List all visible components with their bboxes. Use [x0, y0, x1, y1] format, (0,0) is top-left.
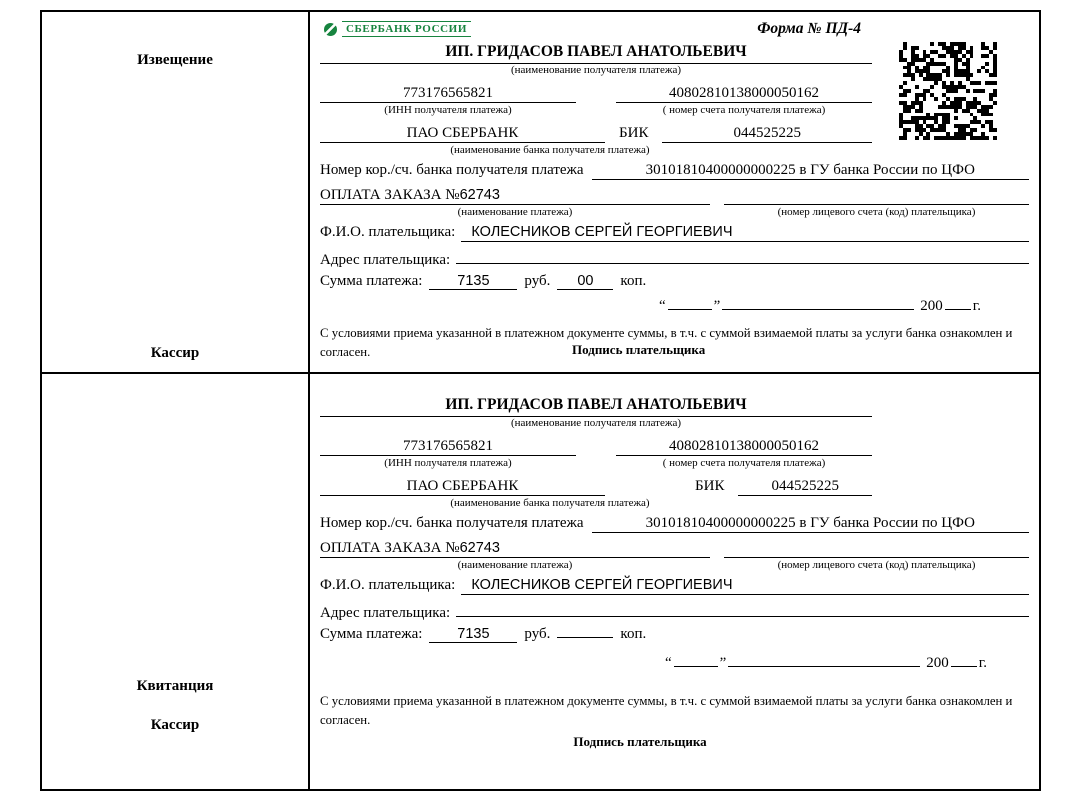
date-month-blank: [722, 309, 914, 310]
payment-order-number: 62743: [459, 540, 500, 557]
bik-value: 044525225: [662, 125, 872, 143]
payee-caption: (наименование получателя платежа): [510, 417, 682, 429]
payment-name-line: [320, 540, 710, 558]
date-row: [320, 298, 1029, 315]
date-quote-close: ”: [713, 298, 721, 314]
corr-account-value: 30101810400000000225 в ГУ банка России по ЦФО: [592, 162, 1029, 180]
bank-row: [320, 478, 872, 496]
inn-account-captions: [320, 104, 872, 118]
sum-row: [320, 626, 1029, 643]
inn-caption: (ИНН получателя платежа): [384, 103, 512, 116]
sum-rubles: 7135: [429, 626, 517, 643]
account-caption: ( номер счета получателя платежа): [662, 456, 826, 469]
payer-name-label: Ф.И.О. плательщика:: [320, 577, 456, 593]
corr-account-row: [320, 162, 1029, 180]
payment-name-prefix: ОПЛАТА ЗАКАЗА №: [320, 187, 460, 204]
corr-account-label: Номер кор./сч. банка получателя платежа: [320, 162, 584, 179]
payment-form-pd4: [40, 10, 1041, 791]
agreement-block: [320, 324, 1028, 361]
receipt-stub: [42, 374, 310, 789]
sum-rubles: 7135: [429, 273, 517, 290]
payment-caption: (наименование платежа): [457, 206, 573, 219]
kopecks-label: коп.: [620, 273, 647, 289]
bank-name: ПАО СБЕРБАНК: [320, 478, 605, 496]
year-prefix: 200: [926, 655, 949, 671]
payer-name-value: КОЛЕСНИКОВ СЕРГЕЙ ГЕОРГИЕВИЧ: [461, 224, 1029, 242]
agreement-block: [320, 692, 1028, 752]
year-blank: [951, 666, 977, 667]
kopecks-label: коп.: [620, 626, 647, 642]
payee-caption: (наименование получателя платежа): [510, 64, 682, 76]
payee-name: ИП. ГРИДАСОВ ПАВЕЛ АНАТОЛЬЕВИЧ: [320, 396, 872, 417]
sum-row: [320, 273, 1029, 290]
sberbank-logo-icon: [324, 23, 337, 36]
inn-account-row: [320, 438, 872, 456]
payment-captions-row: [320, 559, 1029, 573]
payment-name-line: [320, 187, 710, 205]
payer-signature-label: Подпись плательщика: [572, 342, 706, 358]
bank-caption: (наименование банка получателя платежа): [450, 143, 650, 156]
payee-block: [320, 396, 872, 431]
receipt-section: [42, 374, 1039, 789]
bik-label: БИК: [619, 124, 649, 141]
personal-account-blank-line: [724, 540, 1029, 558]
payer-name-row: [320, 224, 1029, 242]
bik-value: 044525225: [738, 478, 872, 496]
date-quote-open: “: [658, 298, 666, 314]
sum-kopecks: 00: [557, 273, 613, 290]
corr-account-label: Номер кор./сч. банка получателя платежа: [320, 515, 584, 532]
payer-name-value: КОЛЕСНИКОВ СЕРГЕЙ ГЕОРГИЕВИЧ: [461, 577, 1029, 595]
bank-row: [320, 125, 872, 143]
inn-caption: (ИНН получателя платежа): [384, 456, 512, 469]
year-suffix: г.: [972, 298, 981, 314]
account-caption: ( номер счета получателя платежа): [662, 103, 826, 116]
sum-kopecks: [557, 637, 613, 638]
payer-name-label: Ф.И.О. плательщика:: [320, 224, 456, 240]
sum-label: Сумма платежа:: [320, 273, 423, 289]
payer-address-row: [320, 599, 1029, 622]
account-value: 40802810138000050162: [616, 438, 872, 456]
stub-label-izveshchenie: Извещение: [137, 52, 213, 68]
bank-caption: (наименование банка получателя платежа): [450, 496, 650, 509]
payment-name-row: [320, 187, 1029, 205]
sum-label: Сумма платежа:: [320, 626, 423, 642]
payee-block: [320, 43, 872, 78]
sberbank-logo-text: СБЕРБАНК РОССИИ: [342, 21, 471, 37]
payment-captions-row: [320, 206, 1029, 220]
payee-name: ИП. ГРИДАСОВ ПАВЕЛ АНАТОЛЬЕВИЧ: [320, 43, 872, 64]
bank-name: ПАО СБЕРБАНК: [320, 125, 605, 143]
date-quote-close: ”: [719, 655, 727, 671]
date-row: [320, 655, 1029, 672]
notice-body: [310, 12, 1039, 372]
inn-value: 773176565821: [320, 85, 576, 103]
rubles-label: руб.: [524, 626, 551, 642]
notice-section: [42, 12, 1039, 374]
stub-label-kassir: Кассир: [150, 717, 200, 733]
date-day-blank: [668, 309, 712, 310]
agreement-text: С условиями приема указанной в платежном документе суммы, в т.ч. с суммой взимаемой платы за услуги банка ознакомлен и согласен.: [320, 694, 1013, 727]
inn-account-captions: [320, 457, 872, 471]
header-row: [320, 17, 1029, 41]
payer-address-row: [320, 246, 1029, 269]
stub-label-kvitanciya: Квитанция: [136, 678, 214, 694]
sberbank-logo: [324, 21, 471, 37]
agreement-text: С условиями приема указанной в платежном документе суммы, в т.ч. с суммой взимаемой платы за услуги банка ознакомлен и согласен.: [320, 326, 1013, 359]
receipt-body: [310, 374, 1039, 789]
bik-label: БИК: [695, 477, 725, 494]
inn-value: 773176565821: [320, 438, 576, 456]
personal-account-caption: (номер лицевого счета (код) плательщика): [777, 559, 976, 572]
payment-order-number: 62743: [459, 187, 500, 204]
corr-account-value: 30101810400000000225 в ГУ банка России по ЦФО: [592, 515, 1029, 533]
corr-account-row: [320, 515, 1029, 533]
year-blank: [945, 309, 971, 310]
date-quote-open: “: [664, 655, 672, 671]
notice-stub: [42, 12, 310, 372]
payment-name-row: [320, 540, 1029, 558]
account-value: 40802810138000050162: [616, 85, 872, 103]
rubles-label: руб.: [524, 273, 551, 289]
stub-label-kassir: Кассир: [150, 345, 200, 361]
date-day-blank: [674, 666, 718, 667]
personal-account-caption: (номер лицевого счета (код) плательщика): [777, 206, 976, 219]
year-prefix: 200: [920, 298, 943, 314]
personal-account-blank-line: [724, 187, 1029, 205]
payer-address-label: Адрес плательщика:: [320, 252, 451, 268]
payer-signature-label: Подпись плательщика: [573, 734, 707, 750]
inn-account-row: [320, 85, 872, 103]
date-month-blank: [728, 666, 920, 667]
year-suffix: г.: [978, 655, 987, 671]
payer-address-value: [456, 599, 1029, 617]
payer-address-label: Адрес плательщика:: [320, 605, 451, 621]
qr-code: [899, 42, 997, 140]
form-number: Форма № ПД-4: [757, 20, 861, 37]
payment-caption: (наименование платежа): [457, 559, 573, 572]
payment-name-prefix: ОПЛАТА ЗАКАЗА №: [320, 540, 460, 557]
payer-name-row: [320, 577, 1029, 595]
payer-address-value: [456, 246, 1029, 264]
